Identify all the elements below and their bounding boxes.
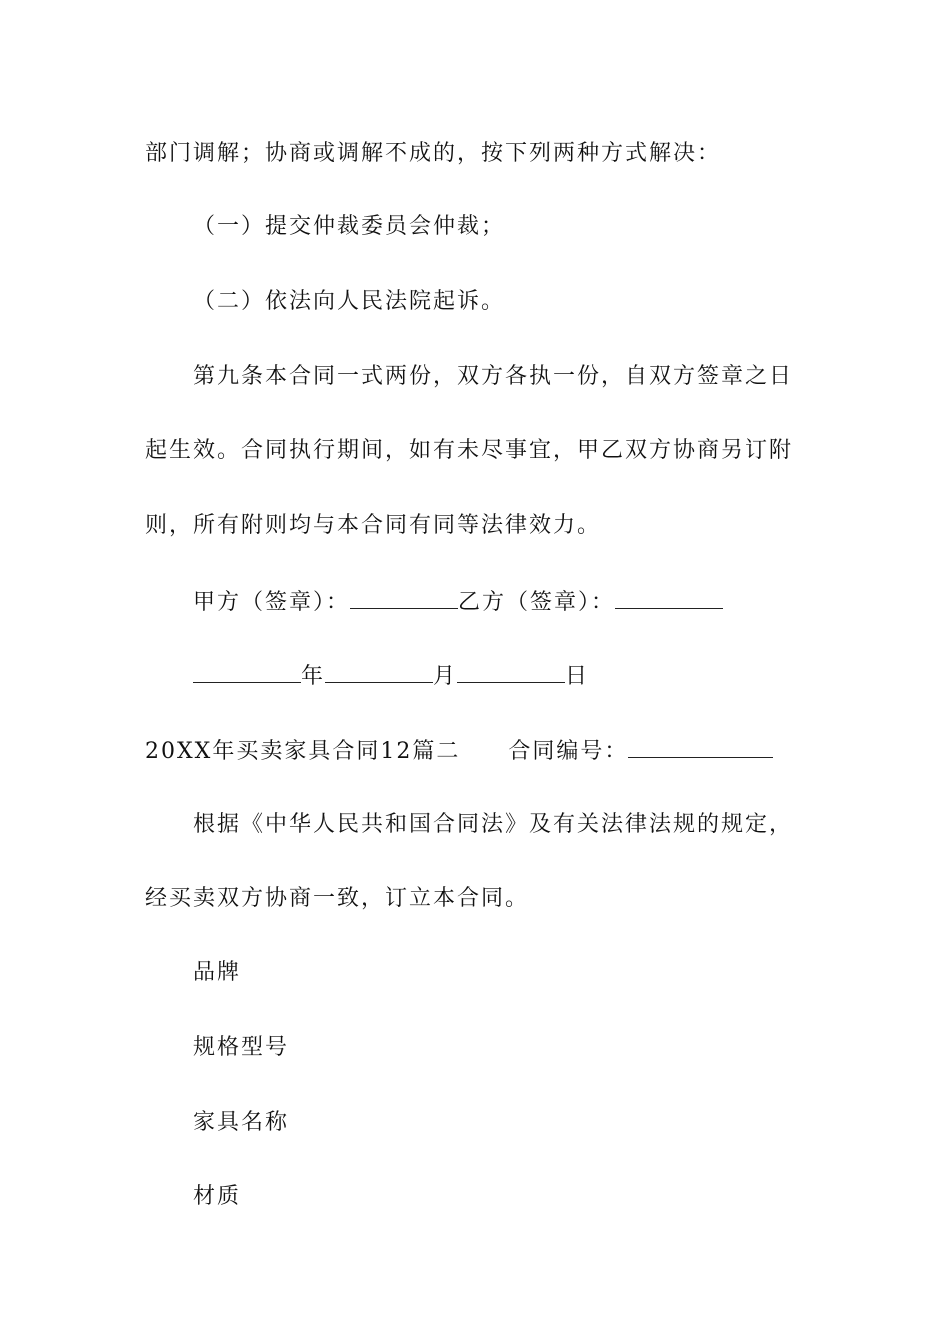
- date-line: [193, 660, 858, 692]
- paragraph-litigation: （二）依法向人民法院起诉。: [193, 289, 506, 314]
- contract-number-label: 合同编号：: [508, 739, 629, 764]
- year-blank: [193, 660, 301, 683]
- party-a-label: 甲方（签章）：: [193, 590, 351, 615]
- signature-line: [193, 586, 858, 618]
- field-brand: 品牌: [193, 960, 242, 985]
- article-nine-line-1: 第九条本合同一式两份，双方各执一份，自双方签章之日: [193, 364, 794, 389]
- field-material: 材质: [193, 1184, 242, 1209]
- paragraph-arbitration: （一）提交仲裁委员会仲裁；: [193, 214, 506, 239]
- month-blank: [325, 660, 433, 683]
- party-b-signature-blank: [615, 586, 723, 609]
- intro-line-2: 经买卖双方协商一致，订立本合同。: [145, 886, 530, 911]
- second-contract-heading-line: [145, 735, 810, 767]
- contract-number-blank: [628, 735, 773, 758]
- month-label: 月: [433, 664, 458, 689]
- year-label: 年: [301, 664, 326, 689]
- field-model: 规格型号: [193, 1035, 290, 1060]
- intro-line-1: 根据《中华人民共和国合同法》及有关法律法规的规定，: [193, 812, 794, 837]
- party-b-label: 乙方（签章）：: [458, 590, 616, 615]
- article-nine-line-3: 则，所有附则均与本合同有同等法律效力。: [145, 513, 602, 538]
- field-furniture-name: 家具名称: [193, 1110, 290, 1135]
- day-label: 日: [565, 664, 590, 689]
- second-contract-heading: 20XX年买卖家具合同12篇二: [145, 739, 461, 764]
- paragraph-dispute-resolution: 部门调解；协商或调解不成的，按下列两种方式解决：: [145, 141, 722, 166]
- day-blank: [457, 660, 565, 683]
- party-a-signature-blank: [350, 586, 458, 609]
- article-nine-line-2: 起生效。合同执行期间，如有未尽事宜，甲乙双方协商另订附: [145, 438, 794, 463]
